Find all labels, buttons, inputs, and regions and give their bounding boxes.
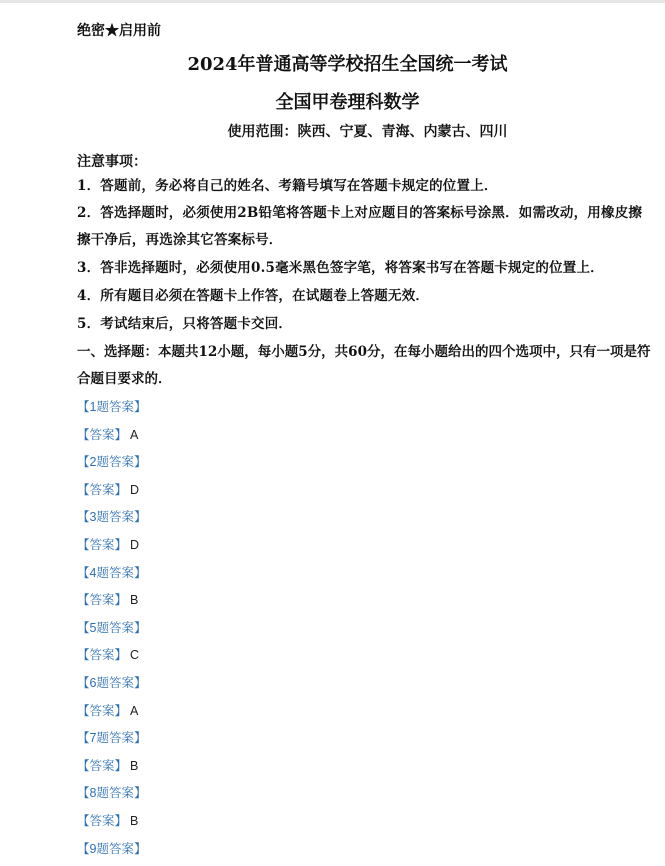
answer-row bbox=[77, 422, 477, 450]
answer-label: 【答案】 bbox=[77, 427, 128, 442]
answer-row bbox=[77, 532, 477, 560]
question-answer-header bbox=[77, 394, 477, 422]
question-label: 【9题答案】 bbox=[77, 841, 147, 856]
question-label: 【8题答案】 bbox=[77, 786, 147, 801]
answer-row bbox=[77, 477, 477, 505]
note-item: 4．所有题目必须在答题卡上作答，在试题卷上答题无效． bbox=[77, 288, 430, 304]
answer-value: A bbox=[130, 703, 139, 718]
answer-label: 【答案】 bbox=[77, 813, 128, 828]
note-item: 1．答题前，务必将自己的姓名、考籍号填写在答题卡规定的位置上． bbox=[77, 178, 498, 194]
usage-scope: 使用范围：陕西、宁夏、青海、内蒙古、四川 bbox=[227, 124, 508, 140]
question-answer-header bbox=[77, 780, 477, 808]
answer-label: 【答案】 bbox=[77, 537, 128, 552]
answer-label: 【答案】 bbox=[77, 758, 128, 773]
answer-label: 【答案】 bbox=[77, 482, 128, 497]
answer-value: B bbox=[130, 593, 139, 608]
notes-heading: 注意事项： bbox=[77, 154, 147, 170]
question-label: 【2题答案】 bbox=[77, 455, 147, 470]
answer-value: B bbox=[130, 758, 139, 773]
answer-list bbox=[77, 394, 477, 863]
question-label: 【5题答案】 bbox=[77, 620, 147, 635]
answer-value: D bbox=[130, 482, 140, 497]
question-answer-header bbox=[77, 615, 477, 643]
answer-label: 【答案】 bbox=[77, 703, 128, 718]
answer-value: A bbox=[130, 427, 139, 442]
secret-mark: 绝密★启用前 bbox=[77, 23, 161, 39]
question-answer-header bbox=[77, 504, 477, 532]
answer-value: D bbox=[130, 537, 140, 552]
answer-row bbox=[77, 642, 477, 670]
answer-value: B bbox=[130, 813, 139, 828]
exam-title: 2024年普通高等学校招生全国统一考试 bbox=[187, 54, 508, 75]
note-item: 3．答非选择题时，必须使用0.5毫米黑色签字笔，将答案书写在答题卡规定的位置上． bbox=[77, 260, 604, 276]
answer-value: C bbox=[130, 648, 140, 663]
question-label: 【7题答案】 bbox=[77, 731, 147, 746]
question-answer-header bbox=[77, 836, 477, 864]
answer-row bbox=[77, 753, 477, 781]
answer-row bbox=[77, 587, 477, 615]
note-item: 2．答选择题时，必须使用2B铅笔将答题卡上对应题目的答案标号涂黑．如需改动，用橡皮擦擦干净后，再选涂其它答案标号． bbox=[77, 205, 643, 248]
question-label: 【4题答案】 bbox=[77, 565, 147, 580]
question-answer-header bbox=[77, 725, 477, 753]
answer-row bbox=[77, 698, 477, 726]
question-answer-header bbox=[77, 670, 477, 698]
question-label: 【1题答案】 bbox=[77, 400, 147, 414]
section-heading: 一、选择题：本题共12小题，每小题5分，共60分，在每小题给出的四个选项中，只有一项是符合题目要求的． bbox=[77, 344, 651, 387]
question-answer-header bbox=[77, 560, 477, 588]
question-answer-header bbox=[77, 449, 477, 477]
answer-row bbox=[77, 808, 477, 836]
question-label: 【6题答案】 bbox=[77, 675, 147, 690]
question-label: 【3题答案】 bbox=[77, 510, 147, 525]
note-item: 5．考试结束后，只将答题卡交回． bbox=[77, 316, 293, 332]
exam-subtitle: 全国甲卷理科数学 bbox=[275, 92, 420, 113]
answer-label: 【答案】 bbox=[77, 593, 128, 608]
answer-label: 【答案】 bbox=[77, 648, 128, 663]
